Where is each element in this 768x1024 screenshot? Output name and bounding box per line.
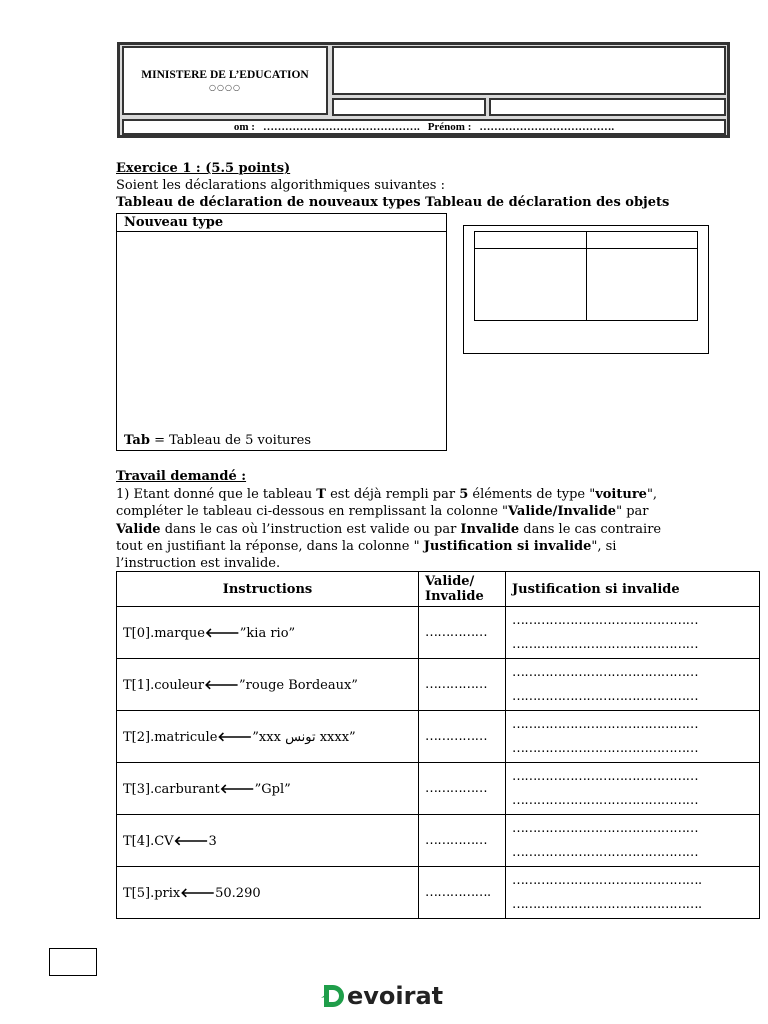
justification-line: ……………………………………… bbox=[512, 768, 699, 784]
justification-line: ……………………………………… bbox=[512, 792, 699, 808]
justification-line: ……………………………………… bbox=[512, 740, 699, 756]
table-row bbox=[117, 607, 760, 659]
table-row bbox=[117, 815, 760, 867]
tab-text: = Tableau de 5 voitures bbox=[149, 433, 312, 448]
justification-line: ……………………………………… bbox=[512, 688, 699, 704]
instructions-table bbox=[116, 571, 760, 919]
valid-answer-cell[interactable]: ……………. bbox=[419, 867, 506, 919]
col-valide bbox=[419, 572, 506, 607]
col-valide-line1: Valide/ bbox=[425, 574, 475, 589]
instruction-target: T[1].couleur bbox=[123, 677, 205, 693]
task-text: ", bbox=[646, 487, 658, 502]
justification-line: ……………………………………… bbox=[512, 820, 699, 836]
justification-cell[interactable] bbox=[506, 659, 760, 711]
col-valide-line2: Invalide bbox=[425, 589, 484, 604]
valid-answer-cell[interactable]: …………… bbox=[419, 607, 506, 659]
task-text: éléments de type " bbox=[468, 487, 596, 502]
tab-label: Tab bbox=[124, 433, 150, 448]
task-bold-text: 5 bbox=[459, 487, 469, 502]
devoirat-logo bbox=[320, 980, 443, 1012]
assign-arrow-icon: 🡐 bbox=[173, 833, 209, 849]
table-row bbox=[117, 867, 760, 919]
task-bold-text: voiture bbox=[595, 487, 647, 502]
col-instructions: Instructions bbox=[117, 572, 419, 607]
objects-table-column-line bbox=[586, 232, 587, 320]
tab-declaration bbox=[124, 433, 311, 448]
instruction-target: T[4].CV bbox=[123, 833, 174, 849]
justification-cell[interactable] bbox=[506, 607, 760, 659]
justification-cell[interactable] bbox=[506, 815, 760, 867]
task-text: " par bbox=[616, 504, 649, 520]
nom-label: om : bbox=[233, 121, 255, 133]
justification-line: ……………………………………… bbox=[512, 844, 699, 860]
exercise-title: Exercice 1 : (5.5 points) bbox=[116, 161, 291, 176]
valid-answer-cell[interactable]: …………… bbox=[419, 763, 506, 815]
instruction-target: T[2].matricule bbox=[123, 729, 218, 745]
objects-table bbox=[474, 231, 698, 321]
task-line bbox=[116, 555, 661, 572]
task-line bbox=[116, 503, 661, 520]
instruction-cell bbox=[117, 815, 419, 867]
ministry-box bbox=[122, 46, 328, 115]
devoirat-logo-icon bbox=[320, 983, 346, 1009]
justification-line: ……………………………………… bbox=[512, 612, 699, 628]
justification-cell[interactable] bbox=[506, 763, 760, 815]
student-name-line bbox=[122, 119, 726, 135]
instruction-value: ”kia rio” bbox=[239, 625, 296, 641]
task-bold-text: T bbox=[316, 487, 326, 502]
justification-line: ……………………………………… bbox=[512, 716, 699, 732]
assign-arrow-icon: 🡐 bbox=[180, 885, 216, 901]
task-text: 1) Etant donné que le tableau bbox=[116, 487, 317, 502]
task-text: dans le cas où l’instruction est valide ou par bbox=[160, 521, 461, 537]
instruction-cell bbox=[117, 711, 419, 763]
table-header-row bbox=[117, 572, 760, 607]
instruction-target: T[3].carburant bbox=[123, 781, 220, 797]
instruction-cell bbox=[117, 659, 419, 711]
task-text: l’instruction est invalide. bbox=[116, 556, 281, 572]
instruction-target: T[5].prix bbox=[123, 885, 181, 901]
valid-answer-cell[interactable]: …………… bbox=[419, 711, 506, 763]
header-cell-right bbox=[489, 98, 726, 116]
task-text: dans le cas contraire bbox=[519, 521, 662, 537]
justification-line: ……………………………………… bbox=[512, 664, 699, 680]
assign-arrow-icon: 🡐 bbox=[204, 625, 240, 641]
justification-line: ………………………………………. bbox=[512, 896, 702, 912]
table-row bbox=[117, 763, 760, 815]
assign-arrow-icon: 🡐 bbox=[217, 729, 253, 745]
task-text: tout en justifiant la réponse, dans la colonne " bbox=[116, 538, 424, 554]
prenom-dots: ………………………………. bbox=[479, 121, 615, 133]
task-bold-text: Invalide bbox=[460, 521, 520, 537]
task-text: compléter le tableau ci-dessous en remplissant la colonne " bbox=[116, 504, 509, 520]
instruction-value: 50.290 bbox=[215, 885, 261, 901]
page-number-box bbox=[49, 948, 97, 976]
assign-arrow-icon: 🡐 bbox=[204, 677, 240, 693]
task-text: est déjà rempli par bbox=[325, 487, 460, 502]
prenom-label: Prénom : bbox=[427, 121, 472, 133]
instruction-cell bbox=[117, 763, 419, 815]
task-bold-text: Justification si invalide bbox=[423, 538, 592, 554]
justification-cell[interactable] bbox=[506, 867, 760, 919]
justification-cell[interactable] bbox=[506, 711, 760, 763]
task-text: ", si bbox=[591, 538, 617, 554]
task-line bbox=[116, 538, 661, 555]
nom-dots: ……………………………………. bbox=[262, 121, 420, 133]
task-line bbox=[116, 486, 661, 503]
instruction-value: ”Gpl” bbox=[254, 781, 291, 797]
instruction-value: ”rouge Bordeaux” bbox=[239, 677, 358, 693]
instruction-value: ”xxx تونس xxxx” bbox=[252, 729, 356, 745]
header-cell-left bbox=[332, 98, 486, 116]
task-title: Travail demandé : bbox=[116, 469, 247, 484]
assign-arrow-icon: 🡐 bbox=[219, 781, 255, 797]
task-bold-text: Valide/Invalide bbox=[508, 504, 617, 520]
instruction-target: T[0].marque bbox=[123, 625, 205, 641]
justification-line: ……………………………………… bbox=[512, 636, 699, 652]
instruction-cell bbox=[117, 607, 419, 659]
col-justification: Justification si invalide bbox=[506, 572, 760, 607]
justification-line: ………………………………………. bbox=[512, 872, 702, 888]
header-title-box bbox=[332, 46, 726, 95]
task-instructions bbox=[116, 486, 661, 572]
valid-answer-cell[interactable]: …………… bbox=[419, 659, 506, 711]
ministry-circles: ○○○○ bbox=[209, 83, 241, 92]
task-bold-text: Valide bbox=[116, 521, 161, 537]
instruction-value: 3 bbox=[208, 833, 217, 849]
exercise-intro: Soient les déclarations algorithmiques suivantes : bbox=[116, 178, 445, 193]
task-line bbox=[116, 521, 661, 538]
table-row bbox=[117, 711, 760, 763]
new-types-table bbox=[116, 213, 447, 451]
tables-heading: Tableau de déclaration de nouveaux types Tableau de déclaration des objets bbox=[116, 195, 670, 210]
new-type-header: Nouveau type bbox=[117, 214, 446, 232]
devoirat-logo-text: evoirat bbox=[347, 982, 444, 1010]
table-row bbox=[117, 659, 760, 711]
ministry-title: MINISTERE DE L’EDUCATION bbox=[141, 69, 309, 81]
instruction-cell bbox=[117, 867, 419, 919]
valid-answer-cell[interactable]: …………… bbox=[419, 815, 506, 867]
